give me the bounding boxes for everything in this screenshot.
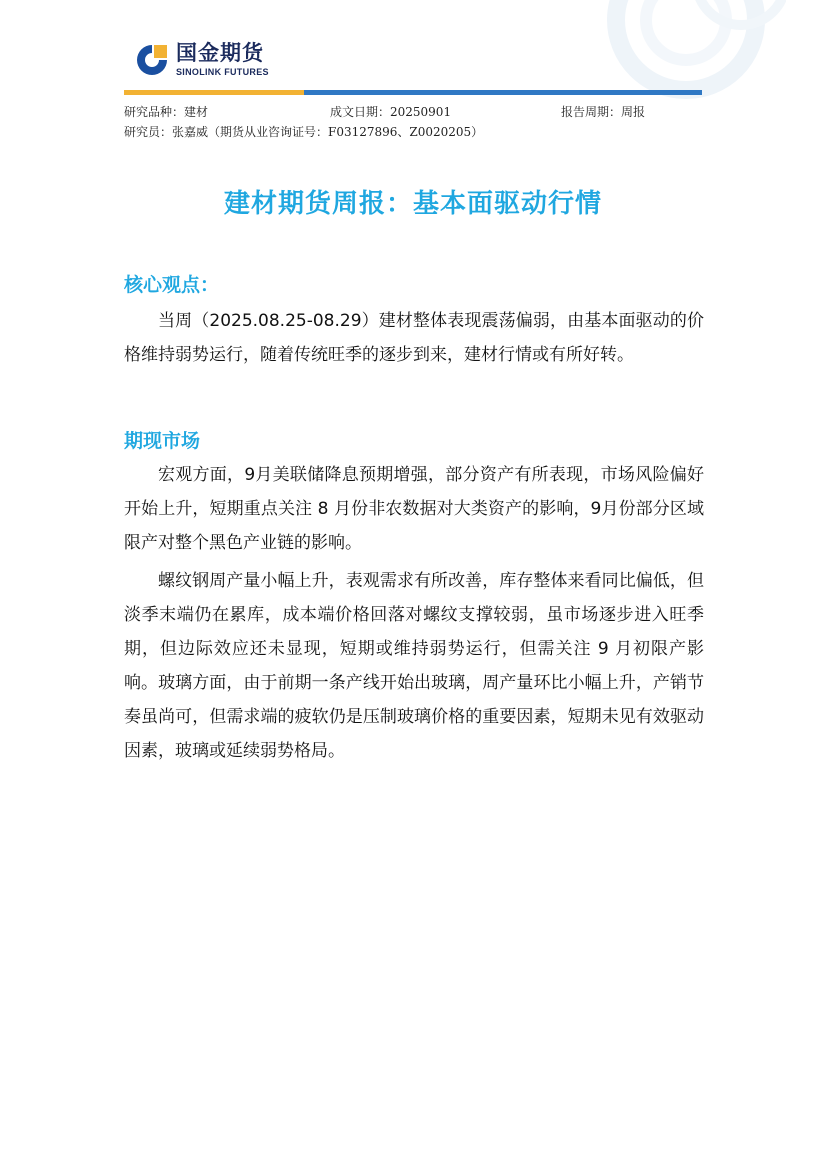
meta-date: 成文日期：20250901 <box>330 105 452 119</box>
paragraph-macro: 宏观方面，9月美联储降息预期增强，部分资产有所表现，市场风险偏好开始上升，短期重点关注 8 月份非农数据对大类资产的影响，9月份部分区域限产对整个黑色产业链的影响。 <box>124 465 704 553</box>
section-heading-market: 期现市场 <box>124 430 201 452</box>
company-logo <box>134 42 269 78</box>
header-bar-blue <box>304 90 702 95</box>
meta-researcher: 研究员：张嘉威（期货从业咨询证号：F03127896、Z0020205） <box>124 125 484 139</box>
paragraph-core-view: 当周（2025.08.25-08.29）建材整体表现震荡偏弱，由基本面驱动的价格维持弱势运行，随着传统旺季的逐步到来，建材行情或有所好转。 <box>124 311 704 365</box>
logo-english-name: SINOLINK FUTURES <box>176 67 269 77</box>
meta-category: 研究品种：建材 <box>124 105 209 119</box>
section-heading-core-view: 核心观点： <box>124 274 220 296</box>
meta-row <box>124 103 704 121</box>
header-divider-bar <box>124 90 702 95</box>
report-title: 建材期货周报：基本面驱动行情 <box>223 189 602 219</box>
paragraph-rebar-glass: 螺纹钢周产量小幅上升，表观需求有所改善，库存整体来看同比偏低，但淡季末端仍在累库，成本端价格回落对螺纹支撑较弱，虽市场逐步进入旺季期，但边际效应还未显现，短期或维持弱势运行，但需关注 9 月初限产影响。玻璃方面，由于前期一条产线开始出玻璃，周产量环比小幅上升，产销节奏虽尚可，但需求端的疲软仍是压制玻璃价格的重要因素，短期未见有效驱动因素，玻璃或延续弱势格局。 <box>124 571 704 761</box>
logo-mark-icon <box>134 42 170 78</box>
meta-period: 报告周期：周报 <box>561 105 646 119</box>
logo-chinese-name: 国金期货 <box>176 41 264 65</box>
header-bar-orange <box>124 90 304 95</box>
